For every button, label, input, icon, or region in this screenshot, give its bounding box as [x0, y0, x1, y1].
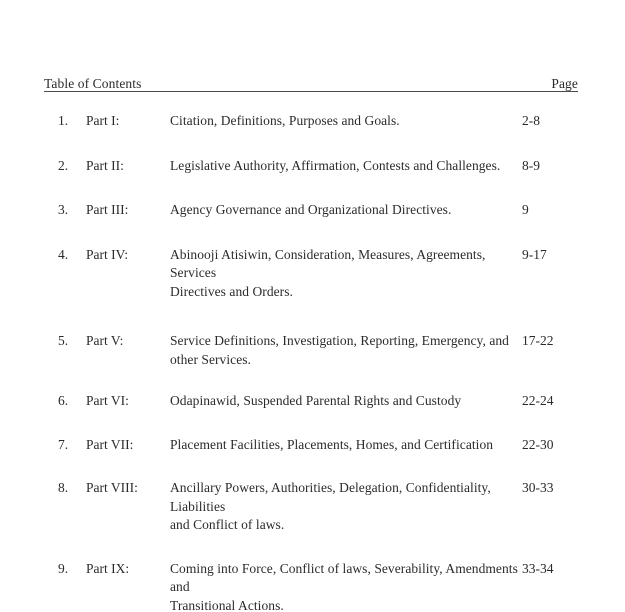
table-of-contents-entry[interactable] — [0, 201, 625, 220]
entry-page-range: 8-9 — [522, 157, 540, 173]
entry-description-line-2: and Conflict of laws. — [170, 517, 285, 532]
entry-description — [170, 332, 522, 369]
table-of-contents-entry[interactable] — [0, 246, 625, 302]
entry-page-range: 9 — [522, 202, 529, 217]
entry-part-label: Part V: — [86, 333, 124, 348]
entry-description-line-1: Citation, Definitions, Purposes and Goals. — [170, 113, 400, 128]
table-of-contents-entry[interactable] — [0, 112, 625, 131]
table-of-contents-header — [44, 72, 578, 92]
table-of-contents-entry[interactable] — [0, 157, 625, 176]
entry-number: 5. — [58, 333, 69, 348]
entry-page-range: 22-30 — [522, 436, 554, 452]
table-of-contents-entry[interactable] — [0, 479, 625, 535]
entry-page-range: 2-8 — [522, 113, 540, 128]
table-of-contents-entry[interactable] — [0, 436, 625, 455]
entry-page-range: 22-24 — [522, 393, 554, 408]
entry-description-line-1: Odapinawid, Suspended Parental Rights and Custody — [170, 393, 462, 408]
entry-description — [170, 436, 522, 455]
table-of-contents-entry[interactable] — [0, 560, 625, 612]
entry-description — [170, 157, 522, 176]
entry-part-label: Part VII: — [86, 436, 134, 452]
entry-part-label: Part IX: — [86, 560, 130, 576]
entry-part-label: Part IV: — [86, 246, 129, 262]
table-of-contents-entry[interactable] — [0, 392, 625, 411]
entry-part-label: Part VI: — [86, 393, 129, 408]
entry-number: 3. — [58, 202, 69, 217]
entry-description-line-2: Directives and Orders. — [170, 283, 293, 299]
entry-number: 4. — [58, 246, 69, 262]
entry-description-line-1: Coming into Force, Conflict of laws, Severability, Amendments and — [170, 560, 518, 594]
table-of-contents-list — [0, 112, 625, 612]
entry-number: 6. — [58, 393, 69, 408]
entry-description-line-1: Placement Facilities, Placements, Homes, and Certification — [170, 436, 494, 452]
entry-part-label: Part VIII: — [86, 480, 138, 495]
entry-description — [170, 479, 522, 535]
page-title: Table of Contents — [44, 76, 142, 91]
entry-description — [170, 392, 522, 411]
entry-description-line-1: Ancillary Powers, Authorities, Delegation, Confidentiality, Liabilities — [170, 480, 491, 514]
entry-description-line-2: other Services. — [170, 351, 251, 367]
table-of-contents-entry[interactable] — [0, 332, 625, 369]
page-column-header: Page — [551, 76, 578, 91]
entry-page-range: 17-22 — [522, 333, 554, 348]
entry-part-label: Part I: — [86, 113, 120, 128]
entry-description-line-1: Abinooji Atisiwin, Consideration, Measures, Agreements, Services — [170, 246, 486, 280]
entry-description — [170, 560, 522, 612]
entry-part-label: Part II: — [86, 157, 124, 173]
entry-number: 9. — [58, 560, 69, 576]
entry-number: 1. — [58, 113, 69, 128]
entry-description — [170, 112, 522, 131]
entry-page-range: 9-17 — [522, 246, 547, 262]
entry-description — [170, 246, 522, 302]
entry-number: 7. — [58, 436, 69, 452]
entry-description — [170, 201, 522, 220]
entry-description-line-1: Service Definitions, Investigation, Reporting, Emergency, and — [170, 333, 509, 348]
entry-page-range: 30-33 — [522, 480, 554, 495]
entry-number: 2. — [58, 157, 69, 173]
entry-number: 8. — [58, 480, 69, 495]
entry-part-label: Part III: — [86, 202, 129, 217]
entry-description-line-1: Legislative Authority, Affirmation, Contests and Challenges. — [170, 157, 501, 173]
entry-page-range: 33-34 — [522, 560, 554, 576]
entry-description-line-1: Agency Governance and Organizational Directives. — [170, 202, 452, 217]
entry-description-line-2: Transitional Actions. — [170, 597, 284, 612]
